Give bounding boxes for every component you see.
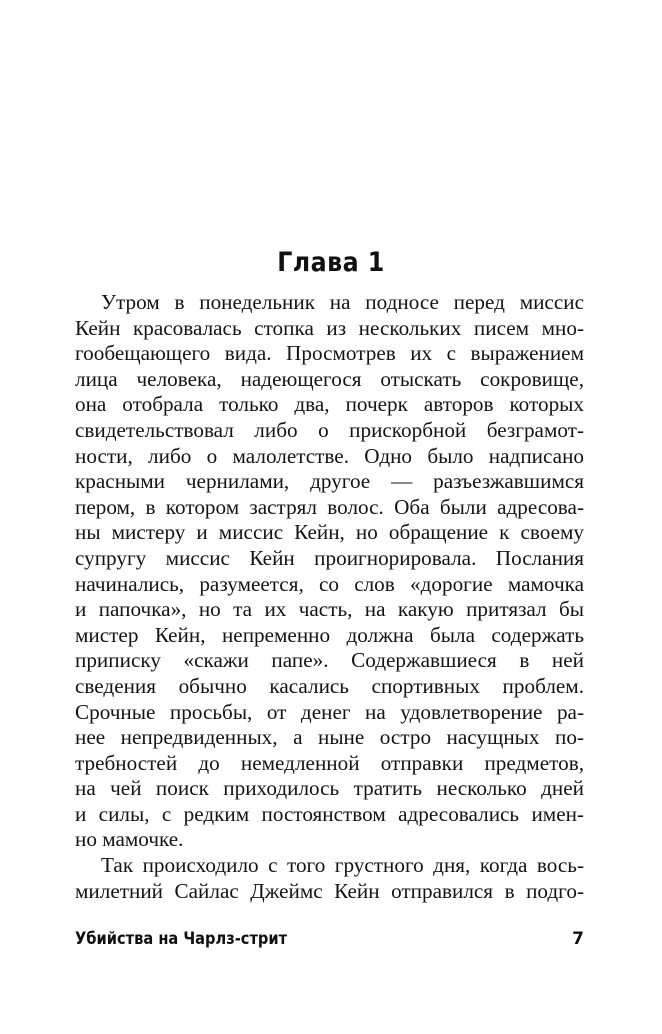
text-line: Утром в понедельник на подносе перед миссис [101, 290, 584, 314]
footer-book-title: Убийства на Чарлз-стрит [75, 929, 288, 949]
text-line: мистер Кейн, непременно должна была содержать [75, 622, 584, 647]
text-line: и папочка», но та их часть, на какую притязал бы [75, 597, 584, 622]
page-number: 7 [572, 929, 584, 949]
text-line: но мамочке. [75, 827, 184, 852]
text-line: сведения обычно касались спортивных проблем. [75, 673, 584, 698]
text-line: она отобрала только два, почерк авторов которых [75, 392, 584, 417]
text-line: милетний Сайлас Джеймс Кейн отправился в подго- [75, 878, 584, 903]
text-line: Кейн красовалась стопка из нескольких писем мно- [75, 315, 584, 340]
text-line: пером, в котором застрял волос. Оба были адресова- [75, 494, 584, 519]
text-line: и силы, с редким постоянством адресовались имен- [75, 801, 584, 826]
text-line: лица человека, надеющегося отыскать сокровище, [75, 366, 584, 391]
text-line: супругу миссис Кейн проигнорировала. Послания [75, 545, 584, 570]
text-line: свидетельствовал либо о прискорбной безграмот- [75, 417, 584, 442]
text-line: красными чернилами, другое — разъезжавшимся [75, 469, 584, 494]
text-line: гообещающего вида. Просмотрев их с выражением [75, 341, 584, 366]
body-text [75, 290, 584, 904]
text-line: нее непредвиденных, а ныне остро насущных по- [75, 725, 584, 750]
text-line: приписку «скажи папе». Содержавшиеся в ней [75, 648, 584, 673]
text-line: Срочные просьбы, от денег на удовлетворение ра- [75, 699, 584, 724]
text-line: ны мистеру и миссис Кейн, но обращение к своему [75, 520, 584, 545]
chapter-title: Глава 1 [277, 247, 385, 278]
text-line: на чей поиск приходилось тратить несколько дней [75, 776, 584, 801]
text-line: требностей до немедленной отправки предметов, [75, 750, 584, 775]
text-line: Так происходило с того грустного дня, когда вось- [101, 853, 584, 878]
text-line: ности, либо о малолетстве. Одно было надписано [75, 443, 584, 468]
text-line: начинались, разумеется, со слов «дорогие мамочка [75, 571, 584, 596]
